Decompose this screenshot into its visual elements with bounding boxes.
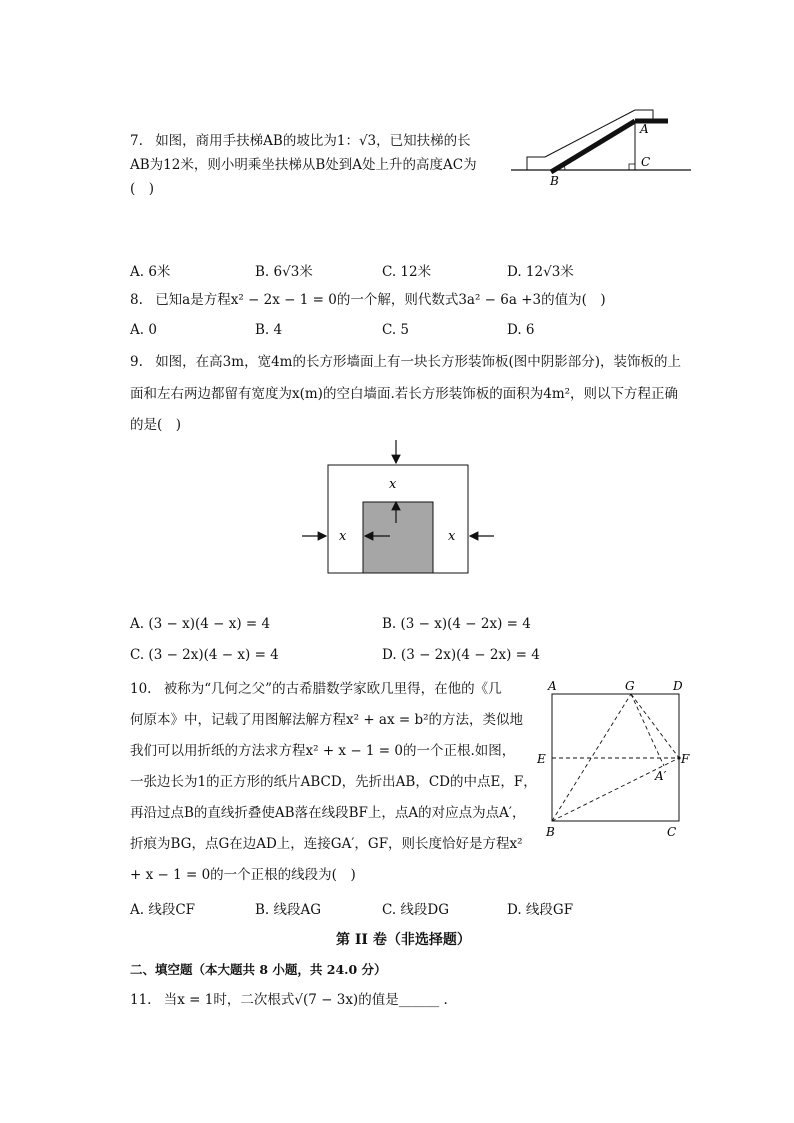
q11-number: 11.: [130, 992, 152, 1008]
q9-line-2: 面和左右两边都留有宽度为x(m)的空白墙面.若长方形装饰板的面积为4m²，则以下方程正确: [130, 386, 679, 402]
label-a: A: [640, 122, 649, 136]
q8-option-a: A. 0: [130, 322, 157, 338]
label-b: B: [550, 174, 559, 188]
q8-option-b: B. 4: [255, 322, 283, 338]
label-b: B: [546, 825, 555, 839]
q10-line-5: 再沿过点B的直线折叠使AB落在线段BF上，点A的对应点为点A′，: [130, 805, 526, 821]
q7-option-d: D. 12√3米: [507, 264, 574, 280]
q7-option-a: A. 6米: [130, 264, 171, 280]
q11-text: 当x = 1时，二次根式√(7 − 3x)的值是______ .: [163, 992, 448, 1008]
label-f: F: [681, 752, 690, 766]
q10-number: 10.: [130, 681, 152, 697]
q9-text-1: 如图，在高3m，宽4m的长方形墙面上有一块长方形装饰板(图中阴影部分)，装饰板的上: [155, 354, 682, 370]
escalator-figure: [505, 100, 700, 195]
q9-number: 9.: [130, 354, 143, 370]
q9-option-b: B. (3 − x)(4 − 2x) = 4: [382, 616, 531, 632]
part2-title: 第 II 卷（非选择题）: [336, 932, 471, 948]
label-x-top: x: [389, 477, 397, 492]
wall-figure: [296, 438, 496, 578]
q7-option-c: C. 12米: [382, 264, 432, 280]
q10-line-1: [130, 680, 502, 698]
q7-number: 7.: [130, 133, 143, 149]
q7-line-3: ( ): [130, 181, 155, 197]
q10-text-1: 被称为“几何之父”的古希腊数学家欧几里得，在他的《几: [163, 681, 502, 697]
label-c: C: [667, 825, 677, 839]
q10-option-c: C. 线段DG: [382, 902, 450, 918]
q7-option-b: B. 6√3米: [255, 264, 313, 280]
q11-line: [130, 991, 448, 1009]
q7-text-1: 如图，商用手扶梯AB的坡比为1：√3，已知扶梯的长: [155, 133, 471, 149]
label-d: D: [673, 679, 683, 693]
label-e: E: [537, 752, 546, 766]
q9-option-a: A. (3 − x)(4 − x) = 4: [130, 616, 271, 632]
q9-line-3: 的是( ): [130, 417, 182, 433]
label-a-prime: A′: [655, 769, 667, 783]
q7-line-1: [130, 132, 471, 150]
q10-line-2: 何原本》中，记载了用图解法解方程x² + ax = b²的方法，类似地: [130, 712, 524, 728]
q8-option-d: D. 6: [507, 322, 535, 338]
q10-line-6: 折痕为BG，点G在边AD上，连接GA′，GF，则长度恰好是方程x²: [130, 836, 523, 852]
q10-option-b: B. 线段AG: [255, 902, 322, 918]
label-g: G: [625, 679, 635, 693]
section2-title: 二、填空题（本大题共 8 小题，共 24.0 分）: [130, 962, 387, 977]
q10-line-7: + x − 1 = 0的一个正根的线段为( ): [130, 867, 356, 883]
q8-option-c: C. 5: [382, 322, 410, 338]
label-x-left: x: [339, 529, 347, 544]
q9-line-1: [130, 353, 681, 371]
q7-line-2: AB为12米，则小明乘坐扶梯从B处到A处上升的高度AC为: [130, 157, 477, 173]
label-c: C: [641, 155, 651, 169]
q9-option-d: D. (3 − 2x)(4 − 2x) = 4: [382, 647, 540, 663]
q10-option-a: A. 线段CF: [130, 902, 196, 918]
q9-option-c: C. (3 − 2x)(4 − x) = 4: [130, 647, 279, 663]
q8-line: [130, 291, 606, 309]
label-x-right: x: [448, 529, 456, 544]
square-fold-figure: [533, 678, 695, 844]
q10-option-d: D. 线段GF: [507, 902, 574, 918]
q8-text: 已知a是方程x² − 2x − 1 = 0的一个解，则代数式3a² − 6a +3的值为( ): [155, 292, 606, 308]
label-a: A: [548, 679, 557, 693]
q10-line-3: 我们可以用折纸的方法求方程x² + x − 1 = 0的一个正根.如图，: [130, 743, 516, 759]
q8-number: 8.: [130, 292, 143, 308]
q10-line-4: 一张边长为1的正方形的纸片ABCD，先折出AB，CD的中点E，F，: [130, 774, 537, 790]
